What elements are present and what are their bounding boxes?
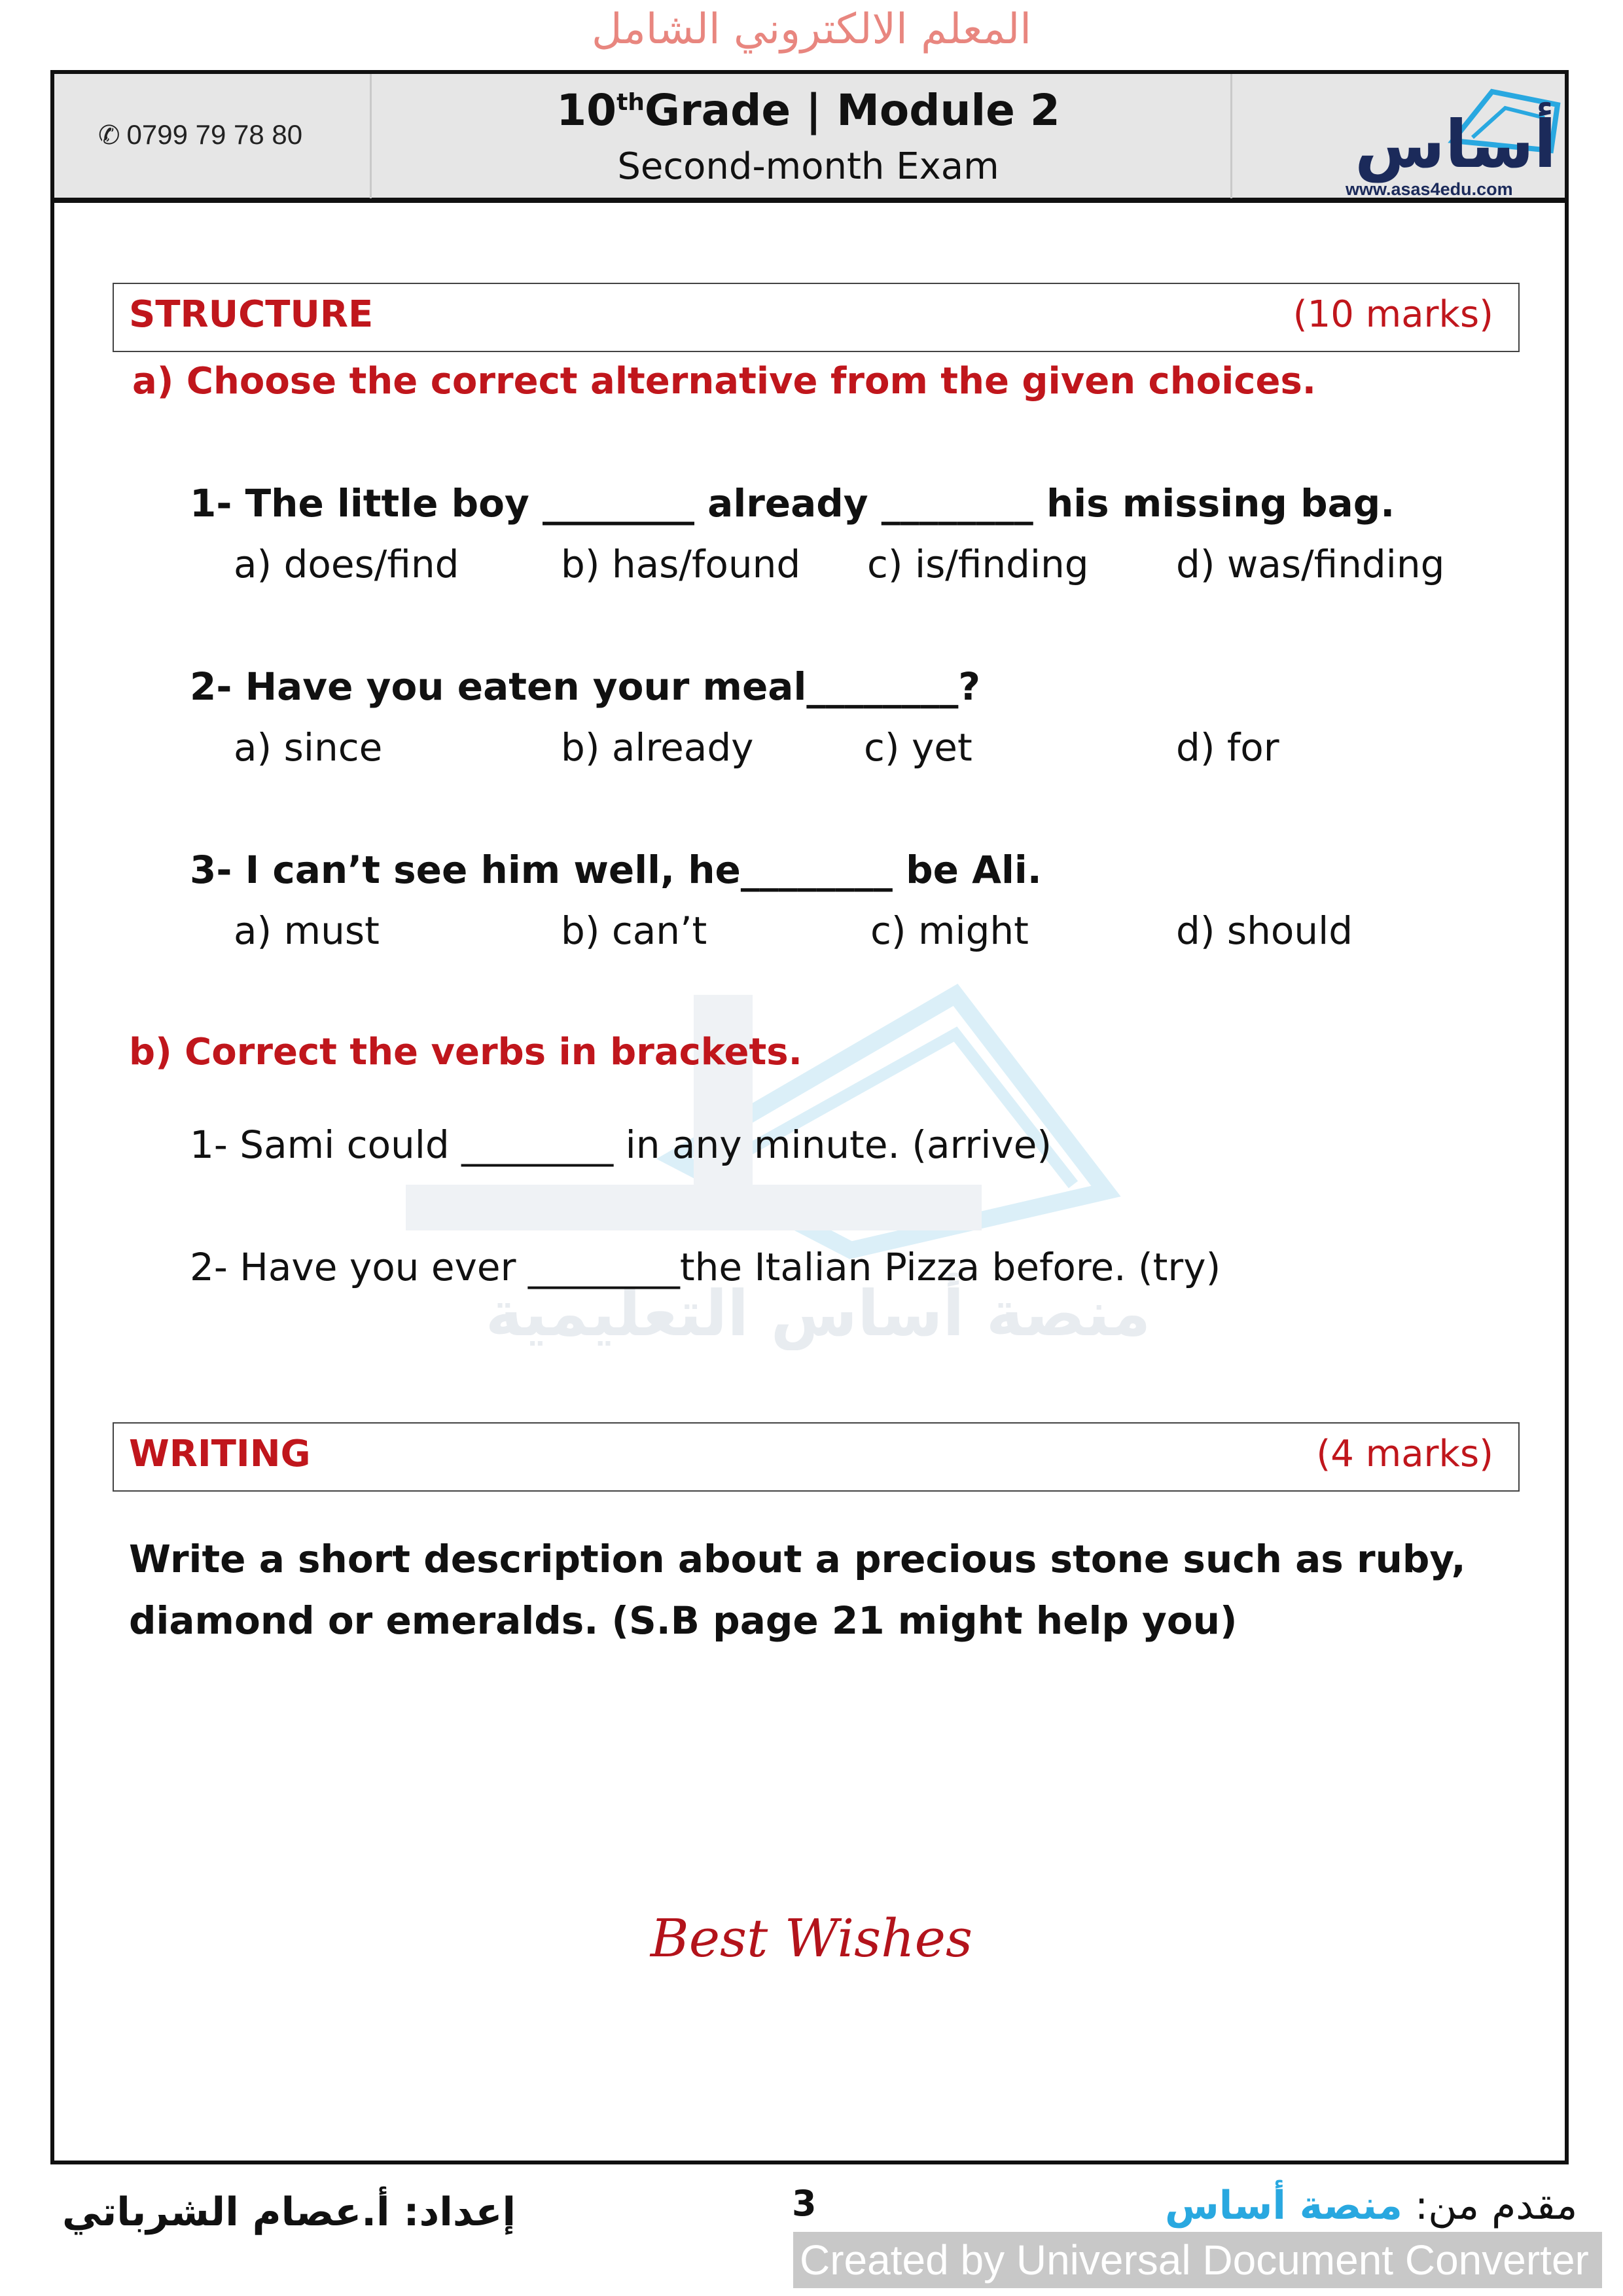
part-a-instruction: a) Choose the correct alternative from the given choices. bbox=[132, 360, 1317, 403]
converter-stamp: Created by Universal Document Converter bbox=[793, 2232, 1602, 2288]
q3-option-c: c) might bbox=[870, 908, 1029, 953]
top-banner: المعلم الالكتروني الشامل bbox=[591, 5, 1032, 54]
exam-subtitle: Second-month Exam bbox=[617, 145, 999, 188]
q3-option-a: a) must bbox=[234, 908, 380, 953]
presented-by bbox=[1165, 2183, 1577, 2229]
exam-title bbox=[373, 85, 1243, 135]
q1-option-b: b) has/found bbox=[561, 542, 801, 586]
watermark-text: منصة أساس التعليمية bbox=[485, 1277, 1151, 1350]
q2-option-d: d) for bbox=[1176, 725, 1279, 770]
phone-text: 0799 79 78 80 bbox=[126, 119, 303, 150]
q1-option-c: c) is/finding bbox=[867, 542, 1089, 586]
q2-option-c: c) yet bbox=[864, 725, 972, 770]
presented-brand: منصة أساس bbox=[1165, 2183, 1402, 2229]
q1-option-d: d) was/finding bbox=[1176, 542, 1445, 586]
asas-logo bbox=[1342, 79, 1564, 200]
writing-heading: WRITING bbox=[129, 1433, 311, 1475]
watermark-stroke bbox=[694, 995, 753, 1230]
q2-option-a: a) since bbox=[234, 725, 383, 770]
phone-icon: ✆ bbox=[98, 121, 120, 150]
structure-marks: (10 marks) bbox=[1293, 293, 1493, 336]
q2-option-b: b) already bbox=[561, 725, 754, 770]
grade-number: 10 bbox=[556, 85, 617, 135]
closing-wishes: Best Wishes bbox=[650, 1908, 973, 1969]
title-rest: Grade | Module 2 bbox=[644, 85, 1060, 135]
q1-option-a: a) does/find bbox=[234, 542, 459, 586]
verb-item-2: 2- Have you ever ________the Italian Pizza before. (try) bbox=[190, 1245, 1221, 1289]
part-b-instruction: b) Correct the verbs in brackets. bbox=[129, 1031, 802, 1073]
q3-option-d: d) should bbox=[1176, 908, 1353, 953]
phone-number bbox=[98, 119, 302, 151]
logo-text: أساس bbox=[1355, 106, 1557, 183]
writing-marks: (4 marks) bbox=[1316, 1433, 1493, 1475]
structure-heading: STRUCTURE bbox=[129, 293, 374, 336]
prepared-by: إعداد: أ.عصام الشرباتي bbox=[62, 2189, 516, 2235]
header-divider-left bbox=[370, 74, 372, 198]
grade-suffix: th bbox=[616, 89, 645, 116]
logo-url: www.asas4edu.com bbox=[1346, 179, 1513, 199]
verb-item-1: 1- Sami could ________ in any minute. (arrive) bbox=[190, 1122, 1052, 1167]
question-2: 2- Have you eaten your meal________? bbox=[190, 664, 980, 709]
presented-label: مقدم من: bbox=[1402, 2183, 1578, 2229]
writing-heading-box bbox=[113, 1422, 1520, 1492]
question-3: 3- I can’t see him well, he________ be Ali. bbox=[190, 848, 1042, 892]
page-number: 3 bbox=[792, 2183, 817, 2224]
question-1: 1- The little boy ________ already ________ his missing bag. bbox=[190, 481, 1395, 526]
writing-prompt: Write a short description about a precious stone such as ruby, diamond or emeralds. (S.B page 21 might help you) bbox=[129, 1537, 1466, 1643]
q3-option-b: b) can’t bbox=[561, 908, 707, 953]
